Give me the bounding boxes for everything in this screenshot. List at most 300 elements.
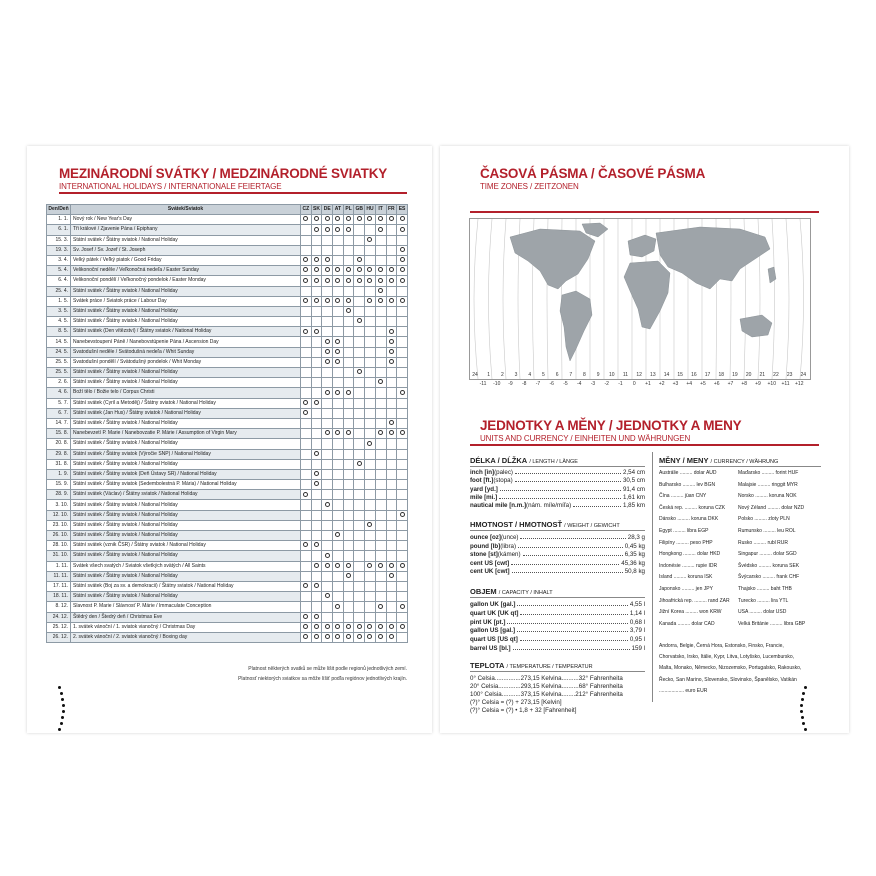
unit-name: stone [st] (470, 551, 498, 559)
observed-dot-icon (303, 257, 308, 262)
country-mark-cell (333, 531, 344, 541)
country-mark-cell (311, 418, 322, 428)
zone-hour-label: 22 (773, 372, 779, 378)
observed-dot-icon (303, 614, 308, 619)
holiday-name: Boží tělo / Božie telo / Corpus Christi (71, 388, 301, 398)
country-mark-cell (365, 337, 376, 347)
country-mark-cell (354, 408, 365, 418)
holiday-date: 23. 10. (47, 520, 71, 530)
unit-translation: (stopa) (493, 477, 513, 485)
country-mark-cell (301, 408, 312, 418)
country-mark-cell (322, 408, 333, 418)
spiral-hole-icon (61, 716, 64, 719)
country-mark-cell (311, 266, 322, 276)
country-mark-cell (301, 276, 312, 286)
country-mark-cell (397, 215, 408, 225)
country-mark-cell (322, 561, 333, 571)
country-mark-cell (301, 388, 312, 398)
zone-offset-label: -3 (590, 381, 596, 387)
observed-dot-icon (314, 634, 319, 639)
observed-dot-icon (389, 278, 394, 283)
country-mark-cell (397, 490, 408, 500)
zone-hour-label: 14 (663, 372, 670, 378)
unit-value: 0,45 kg (624, 542, 645, 550)
observed-dot-icon (357, 267, 362, 272)
length-heading (470, 456, 578, 465)
observed-dot-icon (303, 492, 308, 497)
country-mark-cell (375, 368, 386, 378)
country-mark-cell (301, 531, 312, 541)
country-mark-cell (311, 592, 322, 602)
table-row (47, 480, 408, 490)
observed-dot-icon (378, 634, 383, 639)
title-rule (59, 192, 407, 194)
country-mark-cell (343, 561, 354, 571)
zone-hour-label: 2 (500, 372, 504, 378)
observed-dot-icon (303, 410, 308, 415)
country-mark-cell (365, 398, 376, 408)
currency-item: Polsko ......... zloty PLN (738, 516, 790, 523)
country-mark-cell (301, 602, 312, 612)
observed-dot-icon (303, 634, 308, 639)
country-mark-cell (322, 429, 333, 439)
country-mark-cell (386, 276, 397, 286)
holiday-date: 18. 11. (47, 592, 71, 602)
table-row (47, 439, 408, 449)
observed-dot-icon (400, 604, 405, 609)
observed-dot-icon (325, 390, 330, 395)
euro-country-line: Malta, Monako, Německo, Nizozemsko, Portugalsko, Rakousko, (659, 665, 802, 672)
zone-hour-label: 20 (745, 372, 752, 378)
observed-dot-icon (325, 502, 330, 507)
country-mark-cell (365, 459, 376, 469)
observed-dot-icon (335, 634, 340, 639)
observed-dot-icon (335, 227, 340, 232)
observed-dot-icon (303, 216, 308, 221)
country-mark-cell (343, 480, 354, 490)
zone-offset-label: +8 (741, 381, 748, 387)
zone-offset-label: +10 (767, 381, 776, 387)
weight-heading-text: HMOTNOST / HMOTNOSŤ (470, 520, 563, 529)
holiday-date: 15. 8. (47, 429, 71, 439)
country-mark-cell (301, 378, 312, 388)
country-mark-cell (333, 429, 344, 439)
country-mark-cell (354, 286, 365, 296)
header-country: AT (333, 205, 344, 215)
country-mark-cell (301, 266, 312, 276)
country-mark-cell (333, 408, 344, 418)
unit-translation: (nám. míle/míľa) (526, 502, 572, 510)
currency-rule (659, 466, 821, 467)
country-mark-cell (386, 398, 397, 408)
temperature-line: (?)° Celsia = (?) • 1,8 + 32 [Fahrenheit] (470, 707, 577, 714)
country-mark-cell (343, 266, 354, 276)
country-mark-cell (322, 490, 333, 500)
country-mark-cell (311, 357, 322, 367)
observed-dot-icon (335, 430, 340, 435)
country-mark-cell (397, 327, 408, 337)
unit-name: foot [ft.] (470, 477, 494, 485)
country-mark-cell (365, 215, 376, 225)
country-mark-cell (333, 286, 344, 296)
currency-item: Hongkong ......... dolar HKD (659, 551, 721, 558)
country-mark-cell (301, 622, 312, 632)
zone-hour-label: 17 (704, 372, 711, 378)
country-mark-cell (333, 418, 344, 428)
country-mark-cell (386, 337, 397, 347)
holiday-name: Štědrý den / Štedrý deň / Christmas Eve (71, 612, 301, 622)
country-mark-cell (343, 408, 354, 418)
table-row (47, 266, 408, 276)
country-mark-cell (397, 622, 408, 632)
country-mark-cell (365, 469, 376, 479)
country-mark-cell (365, 551, 376, 561)
unit-value: 30,5 cm (622, 477, 645, 485)
country-mark-cell (333, 347, 344, 357)
unit-row (470, 494, 645, 501)
observed-dot-icon (378, 278, 383, 283)
observed-dot-icon (335, 278, 340, 283)
observed-dot-icon (367, 216, 372, 221)
unit-translation: (palec) (494, 469, 513, 476)
country-mark-cell (333, 235, 344, 245)
country-mark-cell (354, 581, 365, 591)
spiral-hole-icon (58, 686, 61, 689)
dot-leader (500, 486, 621, 491)
observed-dot-icon (389, 573, 394, 578)
country-mark-cell (386, 469, 397, 479)
table-row (47, 581, 408, 591)
country-mark-cell (397, 632, 408, 642)
holiday-date: 1. 5. (47, 296, 71, 306)
zone-hour-label: 7 (569, 372, 573, 378)
unit-value: 28,3 g (627, 534, 645, 541)
country-mark-cell (343, 337, 354, 347)
country-mark-cell (333, 449, 344, 459)
country-mark-cell (322, 296, 333, 306)
country-mark-cell (397, 592, 408, 602)
country-mark-cell (333, 337, 344, 347)
country-mark-cell (322, 531, 333, 541)
unit-name: quart US [US qt] (470, 636, 518, 644)
observed-dot-icon (346, 624, 351, 629)
country-mark-cell (365, 490, 376, 500)
observed-dot-icon (314, 400, 319, 405)
country-mark-cell (386, 571, 397, 581)
country-mark-cell (333, 378, 344, 388)
holiday-name: Státní svátek / Štátny sviatok / National Holiday (71, 418, 301, 428)
table-row (47, 306, 408, 316)
observed-dot-icon (325, 624, 330, 629)
country-mark-cell (311, 368, 322, 378)
country-mark-cell (311, 347, 322, 357)
country-mark-cell (397, 449, 408, 459)
table-row (47, 418, 408, 428)
country-mark-cell (386, 245, 397, 255)
table-row (47, 510, 408, 520)
country-mark-cell (343, 551, 354, 561)
zone-hour-label: 24 (800, 372, 807, 378)
unit-translation: (libra) (500, 542, 517, 550)
country-mark-cell (386, 215, 397, 225)
observed-dot-icon (389, 634, 394, 639)
country-mark-cell (333, 398, 344, 408)
observed-dot-icon (335, 349, 340, 354)
unit-name: cent UK [cwt] (470, 568, 510, 576)
table-row (47, 551, 408, 561)
country-mark-cell (354, 378, 365, 388)
country-mark-cell (397, 510, 408, 520)
spiral-hole-icon (801, 698, 804, 701)
observed-dot-icon (357, 624, 362, 629)
country-mark-cell (301, 592, 312, 602)
zone-offset-label: -9 (508, 381, 513, 387)
country-mark-cell (375, 571, 386, 581)
country-mark-cell (311, 296, 322, 306)
country-mark-cell (386, 551, 397, 561)
unit-value: 50,8 kg (624, 568, 645, 576)
country-mark-cell (365, 541, 376, 551)
observed-dot-icon (335, 390, 340, 395)
unit-value: 1,85 km (622, 502, 645, 510)
currency-item: Švédsko ......... koruna SEK (738, 562, 800, 569)
country-mark-cell (365, 357, 376, 367)
country-mark-cell (333, 561, 344, 571)
country-mark-cell (397, 378, 408, 388)
country-mark-cell (365, 612, 376, 622)
country-mark-cell (386, 480, 397, 490)
country-mark-cell (397, 266, 408, 276)
country-mark-cell (397, 317, 408, 327)
country-mark-cell (386, 602, 397, 612)
table-row (47, 398, 408, 408)
holiday-name: Státní svátek / Štátny sviatok / National Holiday (71, 235, 301, 245)
country-mark-cell (322, 571, 333, 581)
observed-dot-icon (389, 329, 394, 334)
holiday-date: 4. 6. (47, 388, 71, 398)
volume-heading-sub: / CAPACITY / INHALT (498, 590, 553, 596)
zone-hour-label: 3 (514, 372, 518, 378)
country-mark-cell (333, 357, 344, 367)
observed-dot-icon (378, 604, 383, 609)
country-mark-cell (301, 245, 312, 255)
country-mark-cell (311, 602, 322, 612)
country-mark-cell (397, 347, 408, 357)
country-mark-cell (322, 398, 333, 408)
zone-offset-label: +3 (672, 381, 679, 387)
country-mark-cell (333, 459, 344, 469)
observed-dot-icon (378, 379, 383, 384)
holiday-date: 15. 3. (47, 235, 71, 245)
country-mark-cell (397, 388, 408, 398)
table-row (47, 561, 408, 571)
unit-value: 2,54 cm (622, 469, 645, 476)
holiday-name: Nový rok / New Year's Day (71, 215, 301, 225)
country-mark-cell (311, 622, 322, 632)
currency-item: Švýcarsko ......... frank CHF (738, 574, 800, 581)
dot-leader (515, 477, 621, 482)
country-mark-cell (386, 592, 397, 602)
country-mark-cell (333, 490, 344, 500)
country-mark-cell (386, 306, 397, 316)
country-mark-cell (365, 327, 376, 337)
unit-name: barrel US [bl.] (470, 645, 511, 652)
holiday-date: 5. 4. (47, 266, 71, 276)
country-mark-cell (311, 286, 322, 296)
observed-dot-icon (400, 257, 405, 262)
zone-offset-label: -1 (618, 381, 623, 387)
country-mark-cell (333, 541, 344, 551)
zone-offset-label: -11 (479, 381, 487, 387)
observed-dot-icon (378, 288, 383, 293)
country-mark-cell (365, 622, 376, 632)
currency-item: Rusko ......... rubl RUR (738, 539, 789, 546)
country-mark-cell (343, 439, 354, 449)
zone-offset-label: +12 (795, 381, 804, 387)
country-mark-cell (322, 225, 333, 235)
country-mark-cell (365, 500, 376, 510)
header-date: Den/Deň (47, 205, 71, 215)
weight-heading (470, 520, 620, 529)
zone-offset-label: 0 (632, 381, 636, 387)
zone-hour-label: 21 (759, 372, 766, 378)
country-mark-cell (375, 480, 386, 490)
currency-item: Kanada ......... dolar CAD (659, 620, 715, 627)
country-mark-cell (354, 225, 365, 235)
observed-dot-icon (314, 583, 319, 588)
country-mark-cell (343, 296, 354, 306)
observed-dot-icon (389, 339, 394, 344)
dot-leader (517, 627, 628, 632)
country-mark-cell (354, 602, 365, 612)
country-mark-cell (365, 418, 376, 428)
holiday-name: Státní svátek / Štátny sviatok / National Holiday (71, 551, 301, 561)
holiday-date: 25. 5. (47, 368, 71, 378)
country-mark-cell (375, 327, 386, 337)
country-mark-cell (311, 276, 322, 286)
unit-row (470, 486, 645, 493)
country-mark-cell (386, 622, 397, 632)
unit-row (470, 502, 645, 509)
country-mark-cell (386, 347, 397, 357)
zone-offset-label: -6 (549, 381, 554, 387)
country-mark-cell (301, 255, 312, 265)
country-mark-cell (343, 317, 354, 327)
country-mark-cell (397, 245, 408, 255)
observed-dot-icon (357, 278, 362, 283)
country-mark-cell (322, 622, 333, 632)
country-mark-cell (375, 449, 386, 459)
country-mark-cell (397, 469, 408, 479)
country-mark-cell (354, 490, 365, 500)
country-mark-cell (311, 449, 322, 459)
country-mark-cell (343, 602, 354, 612)
country-mark-cell (311, 551, 322, 561)
country-mark-cell (375, 520, 386, 530)
holiday-name: Státní svátek / Štátny sviatok (Deň Ústavy SR) / National Holiday (71, 469, 301, 479)
currency-heading (659, 456, 778, 465)
holiday-name: Nanebevstoupení Páně / Nanebovstúpenie Pána / Ascension Day (71, 337, 301, 347)
country-mark-cell (311, 408, 322, 418)
holiday-name: Státní svátek / Štátny sviatok / National Holiday (71, 571, 301, 581)
country-mark-cell (386, 561, 397, 571)
observed-dot-icon (400, 563, 405, 568)
country-mark-cell (322, 337, 333, 347)
country-mark-cell (375, 347, 386, 357)
country-mark-cell (311, 327, 322, 337)
observed-dot-icon (367, 634, 372, 639)
timezone-scale (469, 372, 811, 390)
currency-item: Thajsko ......... baht THB (738, 586, 792, 592)
country-mark-cell (333, 225, 344, 235)
country-mark-cell (311, 612, 322, 622)
holiday-name: Státní svátek / Štátny sviatok / National Holiday (71, 306, 301, 316)
country-mark-cell (333, 255, 344, 265)
zone-hour-label: 10 (609, 372, 615, 378)
country-mark-cell (386, 357, 397, 367)
observed-dot-icon (389, 267, 394, 272)
country-mark-cell (333, 439, 344, 449)
observed-dot-icon (314, 298, 319, 303)
dot-leader (512, 568, 623, 573)
country-mark-cell (301, 551, 312, 561)
country-mark-cell (397, 541, 408, 551)
spiral-hole-icon (62, 704, 65, 707)
observed-dot-icon (400, 267, 405, 272)
holiday-date: 6. 7. (47, 408, 71, 418)
holiday-name: Tři králové / Zjavenie Pána / Epiphany (71, 225, 301, 235)
zone-hour-label: 13 (650, 372, 656, 378)
world-timezone-map (469, 218, 811, 380)
country-mark-cell (386, 317, 397, 327)
country-mark-cell (397, 581, 408, 591)
dot-leader (520, 534, 625, 539)
country-mark-cell (343, 357, 354, 367)
zone-offset-label: +4 (686, 381, 693, 387)
country-mark-cell (386, 459, 397, 469)
country-mark-cell (397, 286, 408, 296)
holiday-date: 3. 4. (47, 255, 71, 265)
dot-leader (520, 636, 628, 641)
country-mark-cell (301, 469, 312, 479)
country-mark-cell (386, 286, 397, 296)
holiday-date: 26. 10. (47, 531, 71, 541)
observed-dot-icon (389, 359, 394, 364)
observed-dot-icon (400, 216, 405, 221)
country-mark-cell (397, 235, 408, 245)
country-mark-cell (311, 306, 322, 316)
holiday-date: 8. 12. (47, 602, 71, 612)
country-mark-cell (311, 510, 322, 520)
country-mark-cell (343, 306, 354, 316)
currency-item: Egypt ......... libra EGP (659, 528, 709, 534)
holiday-date: 3. 10. (47, 500, 71, 510)
country-mark-cell (301, 449, 312, 459)
country-mark-cell (397, 296, 408, 306)
country-mark-cell (322, 551, 333, 561)
country-mark-cell (301, 225, 312, 235)
holiday-name: Státní svátek (vznik ČSR) / Štátny sviatok / National Holiday (71, 541, 301, 551)
country-mark-cell (386, 439, 397, 449)
country-mark-cell (301, 439, 312, 449)
country-mark-cell (301, 510, 312, 520)
observed-dot-icon (400, 390, 405, 395)
country-mark-cell (311, 520, 322, 530)
timezones-title: ČASOVÁ PÁSMA / ČASOVÉ PÁSMA (480, 166, 706, 181)
holiday-name: Státní svátek (Jan Hus) / Štátny sviatok / National Holiday (71, 408, 301, 418)
country-mark-cell (365, 592, 376, 602)
currency-item: USA ......... dolar USD (738, 609, 787, 616)
